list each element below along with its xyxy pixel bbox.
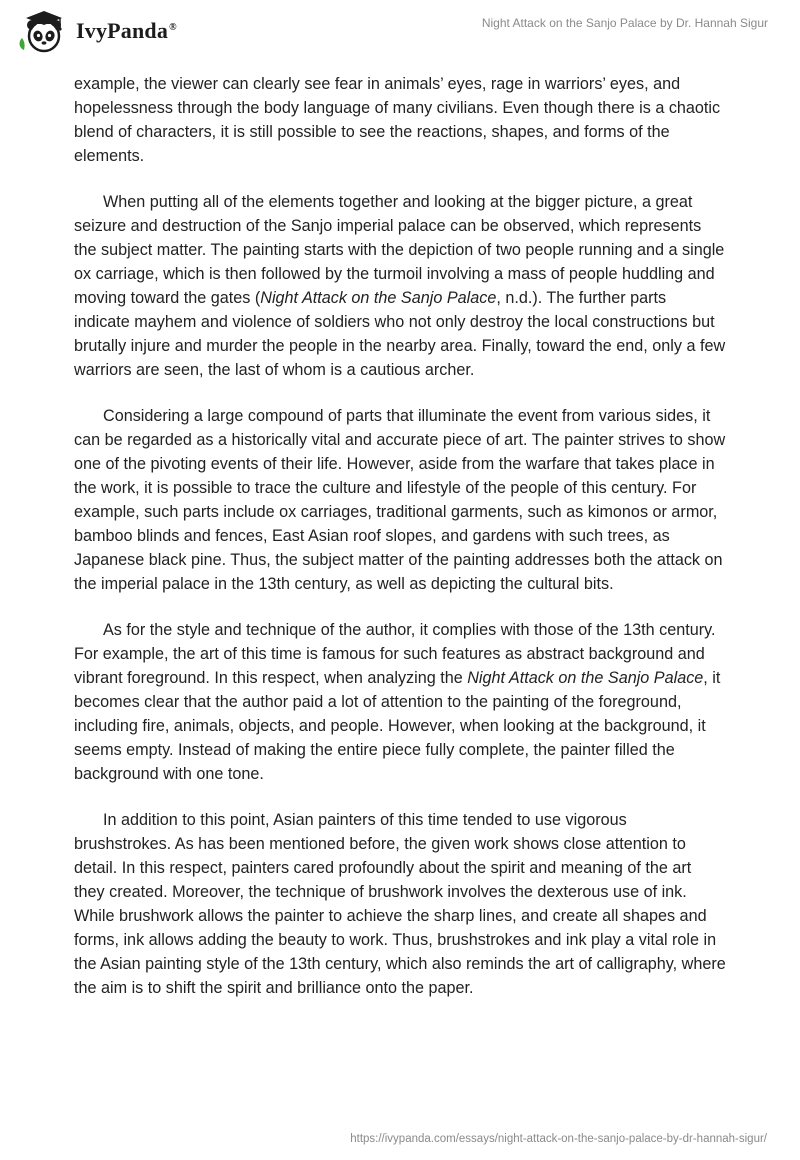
essay-body [74,72,726,1022]
paragraph-text: When putting all of the elements together and looking at the bigger picture, a great seizure and destruction of the Sanjo imperial palace can be observed, which represents the subject matter. The painting starts with the depiction of two people running and a single ox carriage, which is then followed by the turmoil involving a mass of people huddling and moving toward the gates ( [74,193,725,307]
italic-title-reference: Night Attack on the Sanjo Palace [260,289,497,307]
footer-source-url[interactable]: https://ivypanda.com/essays/night-attack-on-the-sanjo-palace-by-dr-hannah-sigur/ [350,1133,767,1145]
paragraph-text: , n.d.). The further parts indicate mayhem and violence of soldiers who not only destroy the local constructions but brutally injure and murder the people in the nearby area. Finally, toward the end, only a few warriors are seen, the last of whom is a cautious archer. [74,289,726,379]
essay-paragraph [74,72,726,168]
brand-name: IvyPanda® [76,18,177,43]
page-header [0,0,800,60]
paragraph-text: In addition to this point, Asian painters of this time tended to use vigorous brushstrokes. As has been mentioned before, the given work shows close attention to detail. In this respect, painters cared profoundly about the spirit and meaning of the art they created. Moreover, the technique of brushwork involves the dexterous use of ink. While brushwork allows the painter to achieve the sharp lines, and create all shapes and forms, ink allows adding the beauty to work. Thus, brushstrokes and ink play a vital role in the Asian painting style of the 13th century, which also reminds the art of calligraphy, where the aim is to shift the spirit and brilliance onto the paper. [74,811,726,997]
essay-paragraph [74,404,726,596]
paragraph-text: As for the style and technique of the author, it complies with those of the 13th century. For example, the art of this time is famous for such features as abstract background and vibrant foreground. In this respect, when analyzing the [74,621,716,687]
panda-graduation-cap-icon [16,8,72,54]
italic-title-reference: Night Attack on the Sanjo Palace [467,669,704,687]
essay-paragraph [74,808,726,1000]
paragraph-text: Considering a large compound of parts that illuminate the event from various sides, it can be regarded as a historically vital and accurate piece of art. The painter strives to show one of the pivoting events of their life. However, aside from the warfare that takes place in the work, it is possible to trace the culture and lifestyle of the people of this century. For example, such parts include ox carriages, traditional garments, such as kimonos or armor, bamboo blinds and fences, East Asian roof slopes, and gardens with such trees, as Japanese black pine. Thus, the subject matter of the painting addresses both the attack on the imperial palace in the 13th century, as well as depicting the cultural bits. [74,407,726,593]
essay-paragraph [74,618,726,786]
paragraph-text: example, the viewer can clearly see fear in animals’ eyes, rage in warriors’ eyes, and hopelessness through the body language of many civilians. Even though there is a chaotic blend of characters, it is still possible to see the reactions, shapes, and forms of the elements. [74,75,721,165]
essay-paragraph [74,190,726,382]
registered-mark: ® [169,21,177,33]
paragraph-text: , it becomes clear that the author paid a lot of attention to the painting of the foreground, including fire, animals, objects, and people. However, when looking at the background, it seems empty. Instead of making the entire piece fully complete, the painter filled the background with one tone. [74,669,721,783]
ivypanda-logo[interactable] [16,8,177,54]
document-title: Night Attack on the Sanjo Palace by Dr. Hannah Sigur [481,16,768,30]
